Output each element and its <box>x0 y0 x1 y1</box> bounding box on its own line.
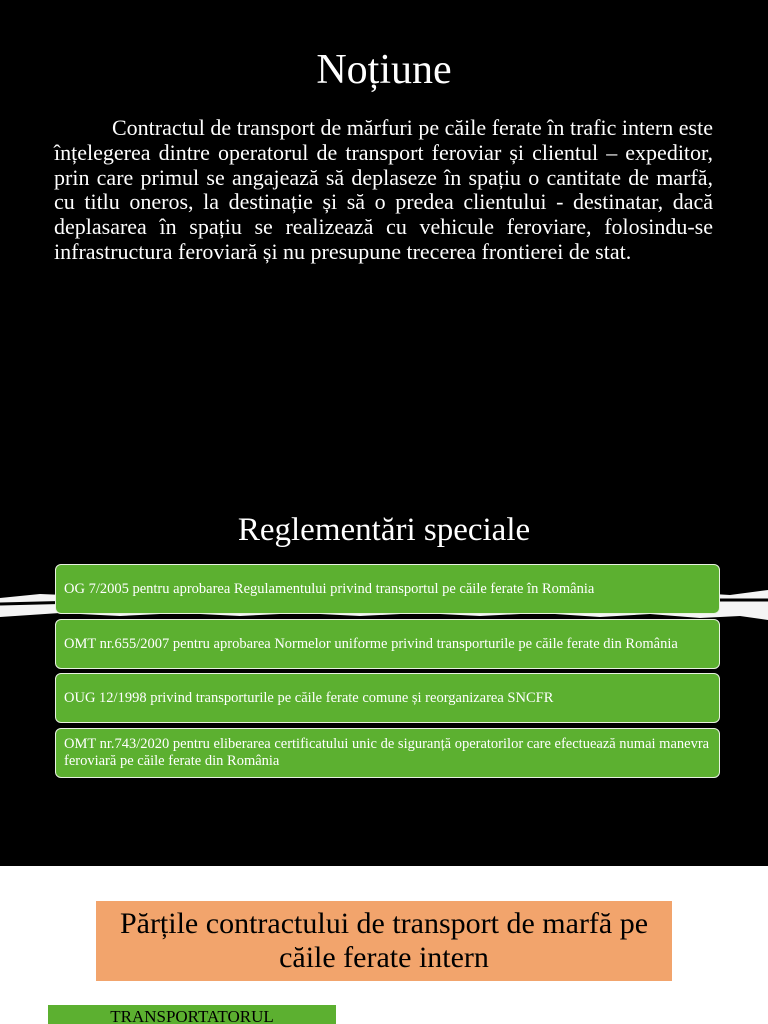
slide-title-box: Părțile contractului de transport de marfă pe căile ferate intern <box>96 901 672 981</box>
regulation-item: OUG 12/1998 privind transporturile pe căile ferate comune și reorganizarea SNCFR <box>55 673 720 723</box>
party-box-transportatorul: TRANSPORTATORUL <box>48 1005 336 1024</box>
section-title: Reglementări speciale <box>237 512 531 548</box>
regulation-item: OG 7/2005 pentru aprobarea Regulamentului privind transportul pe căile ferate în România <box>55 564 720 614</box>
slide-partile <box>0 866 768 1024</box>
regulation-item: OMT nr.743/2020 pentru eliberarea certificatului unic de siguranță operatorilor care efectuează numai manevra feroviară pe căile ferate din România <box>55 728 720 778</box>
regulation-item: OMT nr.655/2007 pentru aprobarea Normelor uniforme privind transporturile pe căile ferate din România <box>55 619 720 669</box>
slide-title: Noțiune <box>316 47 452 93</box>
definition-paragraph: Contractul de transport de mărfuri pe căile ferate în trafic intern este înțelegerea dintre operatorul de transport feroviar și clientul – expeditor, prin care primul se angajează să deplaseze în spațiu o cantitate de marfă, cu titlu oneros, la destinație și să o predea clientului - destinatar, dacă deplasarea în spațiu se realizează cu vehicule feroviare, folosindu-se infrastructura feroviară și nu presupune trecerea frontierei de stat. <box>54 115 713 264</box>
